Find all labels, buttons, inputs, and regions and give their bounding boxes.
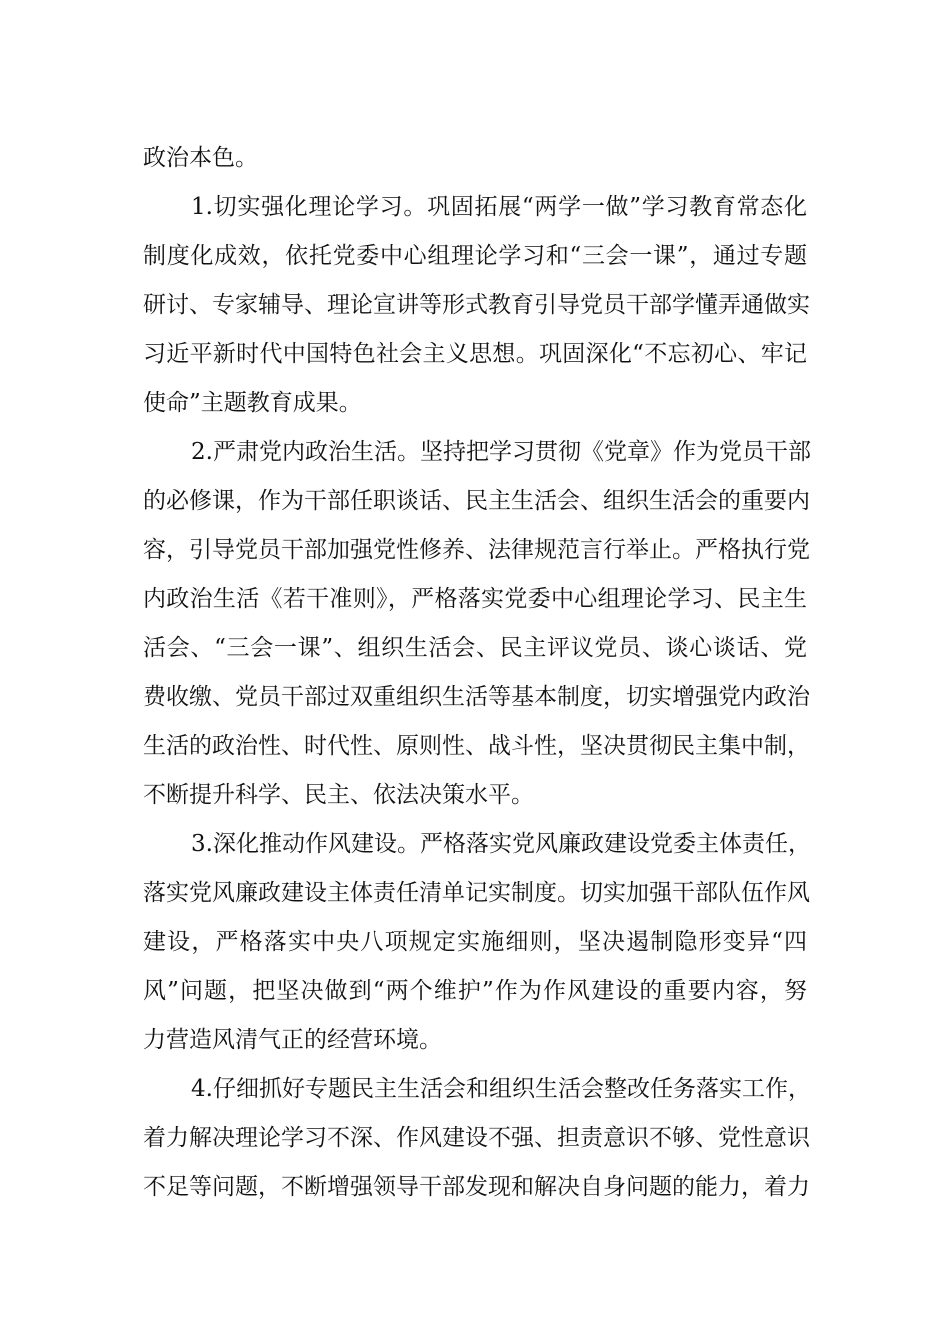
paragraph-line: 研讨、专家辅导、理论宣讲等形式教育引导党员干部学懂弄通做实: [143, 292, 810, 318]
paragraph-line: 活会、“三会一课”、组织生活会、民主评议党员、谈心谈话、党: [143, 635, 807, 661]
paragraph-line: 4.仔细抓好专题民主生活会和组织生活会整改任务落实工作，: [191, 1076, 811, 1102]
paragraph-line: 生活的政治性、时代性、原则性、战斗性，坚决贯彻民主集中制，: [143, 733, 810, 759]
paragraph-line: 着力解决理论学习不深、作风建设不强、担责意识不够、党性意识: [143, 1125, 810, 1151]
paragraph-line: 不足等问题，不断增强领导干部发现和解决自身问题的能力，着力: [143, 1174, 810, 1200]
paragraph-line: 落实党风廉政建设主体责任清单记实制度。切实加强干部队伍作风: [143, 880, 810, 906]
paragraph-line: 制度化成效，依托党委中心组理论学习和“三会一课”，通过专题: [143, 243, 807, 269]
paragraph-line: 3.深化推动作风建设。严格落实党风廉政建设党委主体责任，: [191, 831, 811, 857]
paragraph-line: 政治本色。: [143, 145, 258, 171]
paragraph-line: 风”问题，把坚决做到“两个维护”作为作风建设的重要内容，努: [143, 978, 807, 1004]
paragraph-line: 不断提升科学、民主、依法决策水平。: [143, 782, 534, 808]
paragraph-line: 习近平新时代中国特色社会主义思想。巩固深化“不忘初心、牢记: [143, 341, 807, 367]
paragraph-line: 建设，严格落实中央八项规定实施细则，坚决遏制隐形变异“四: [143, 929, 807, 955]
paragraph-line: 的必修课，作为干部任职谈话、民主生活会、组织生活会的重要内: [143, 488, 810, 514]
paragraph-line: 内政治生活《若干准则》，严格落实党委中心组理论学习、民主生: [143, 586, 807, 612]
paragraph-line: 2.严肃党内政治生活。坚持把学习贯彻《党章》作为党员干部: [191, 439, 811, 465]
paragraph-line: 容，引导党员干部加强党性修养、法律规范言行举止。严格执行党: [143, 537, 810, 563]
paragraph-line: 费收缴、党员干部过双重组织生活等基本制度，切实增强党内政治: [143, 684, 810, 710]
paragraph-line: 使命”主题教育成果。: [143, 390, 362, 416]
paragraph-line: 1.切实强化理论学习。巩固拓展“两学一做”学习教育常态化: [191, 194, 807, 220]
paragraph-line: 力营造风清气正的经营环境。: [143, 1027, 442, 1053]
